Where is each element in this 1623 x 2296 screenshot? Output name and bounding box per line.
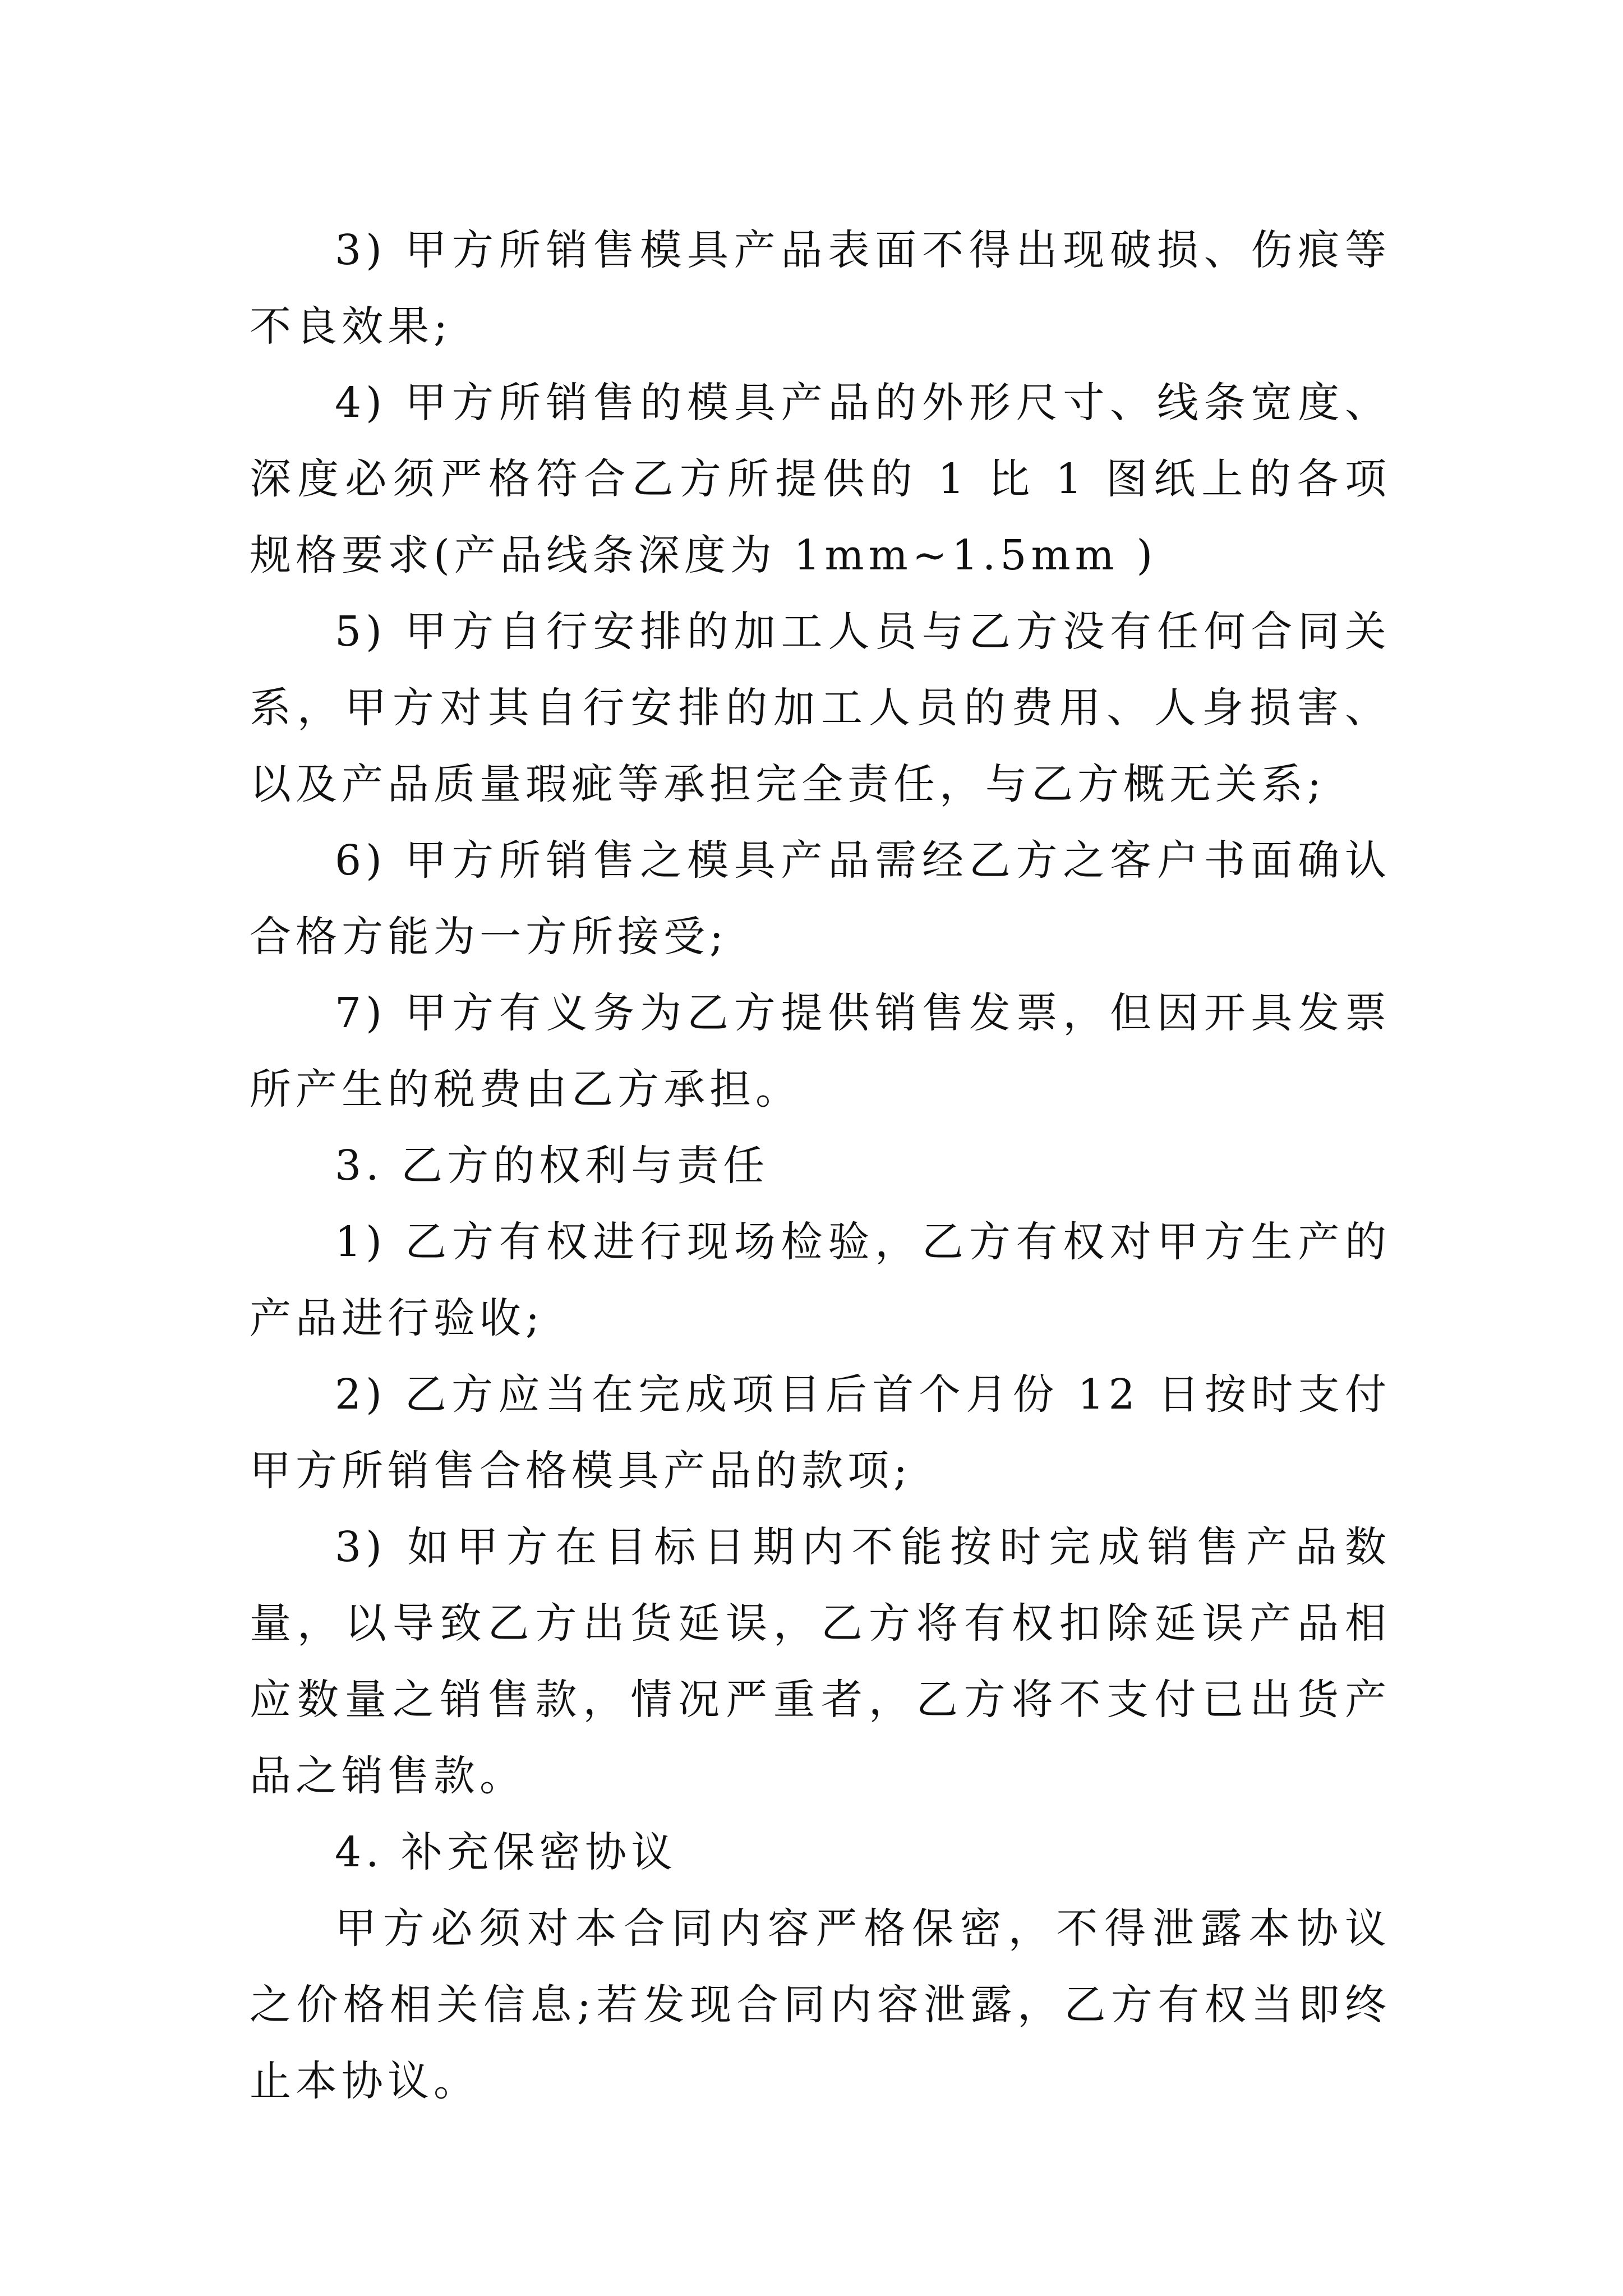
- clause-3-item-6: 6) 甲方所销售之模具产品需经乙方之客户书面确认合格方能为一方所接受;: [250, 836, 1391, 961]
- party-b-item-2: 2) 乙方应当在完成项目后首个月份 12 日按时支付甲方所销售合格模具产品的款项;: [250, 1370, 1391, 1495]
- clause-3-item-3: 3) 甲方所销售模具产品表面不得出现破损、伤痕等不良效果;: [250, 226, 1391, 351]
- party-b-item-3: 3) 如甲方在目标日期内不能按时完成销售产品数量，以导致乙方出货延误，乙方将有权扣除延误产品相应数量之销售款，情况严重者，乙方将不支付已出货产品之销售款。: [250, 1523, 1391, 1800]
- clause-3-item-4: 4) 甲方所销售的模具产品的外形尺寸、线条宽度、深度必须严格符合乙方所提供的 1 比 1 图纸上的各项规格要求(产品线条深度为 1mm~1.5mm ): [250, 379, 1391, 579]
- section-heading-confidentiality: 4. 补充保密协议: [335, 1828, 677, 1876]
- clause-3-item-7: 7) 甲方有义务为乙方提供销售发票，但因开具发票所产生的税费由乙方承担。: [250, 989, 1391, 1114]
- party-b-item-1: 1) 乙方有权进行现场检验，乙方有权对甲方生产的产品进行验收;: [250, 1218, 1391, 1342]
- confidentiality-paragraph: 甲方必须对本合同内容严格保密，不得泄露本协议之价格相关信息;若发现合同内容泄露，乙方有权当即终止本协议。: [250, 1904, 1391, 2105]
- clause-3-item-5: 5) 甲方自行安排的加工人员与乙方没有任何合同关系，甲方对其自行安排的加工人员的费用、人身损害、以及产品质量瑕疵等承担完全责任，与乙方概无关系;: [250, 608, 1391, 808]
- document-body: [250, 212, 1391, 2119]
- section-heading-party-b: 3. 乙方的权利与责任: [335, 1142, 769, 1190]
